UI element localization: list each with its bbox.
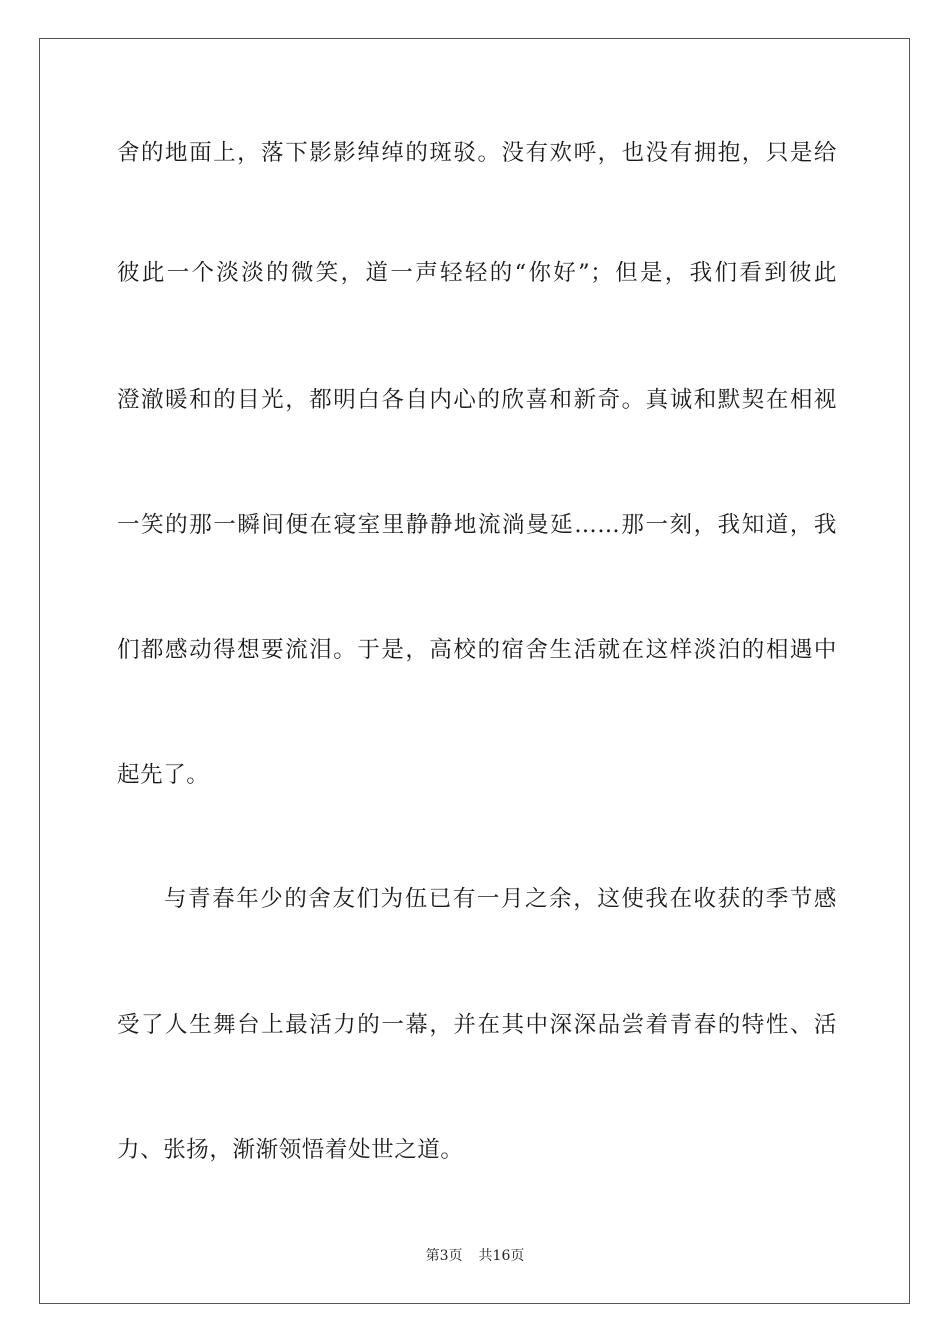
text-line: 彼此一个淡淡的微笑，道一声轻轻的“你好”；但是，我们看到彼此 bbox=[117, 260, 837, 286]
text-line: 一笑的那一瞬间便在寝室里静静地流淌曼延……那一刻，我知道，我 bbox=[117, 512, 837, 538]
page-footer bbox=[0, 1246, 950, 1266]
text-line: 受了人生舞台上最活力的一幕，并在其中深深品尝着青春的特性、活 bbox=[117, 1012, 837, 1038]
page-total: 共16页 bbox=[478, 1248, 525, 1264]
text-line: 舍的地面上，落下影影绰绰的斑驳。没有欢呼，也没有拥抱，只是给 bbox=[117, 140, 837, 166]
page-border bbox=[39, 38, 910, 1304]
text-line: 澄澈暖和的目光，都明白各自内心的欣喜和新奇。真诚和默契在相视 bbox=[117, 387, 837, 413]
page-number: 第3页 bbox=[425, 1248, 463, 1264]
text-line: 起先了。 bbox=[117, 762, 210, 788]
text-line: 力、张扬，渐渐领悟着处世之道。 bbox=[117, 1137, 464, 1163]
text-line: 们都感动得想要流泪。于是，高校的宿舍生活就在这样淡泊的相遇中 bbox=[117, 637, 837, 663]
text-line: 与青春年少的舍友们为伍已有一月之余，这使我在收获的季节感 bbox=[164, 886, 837, 912]
